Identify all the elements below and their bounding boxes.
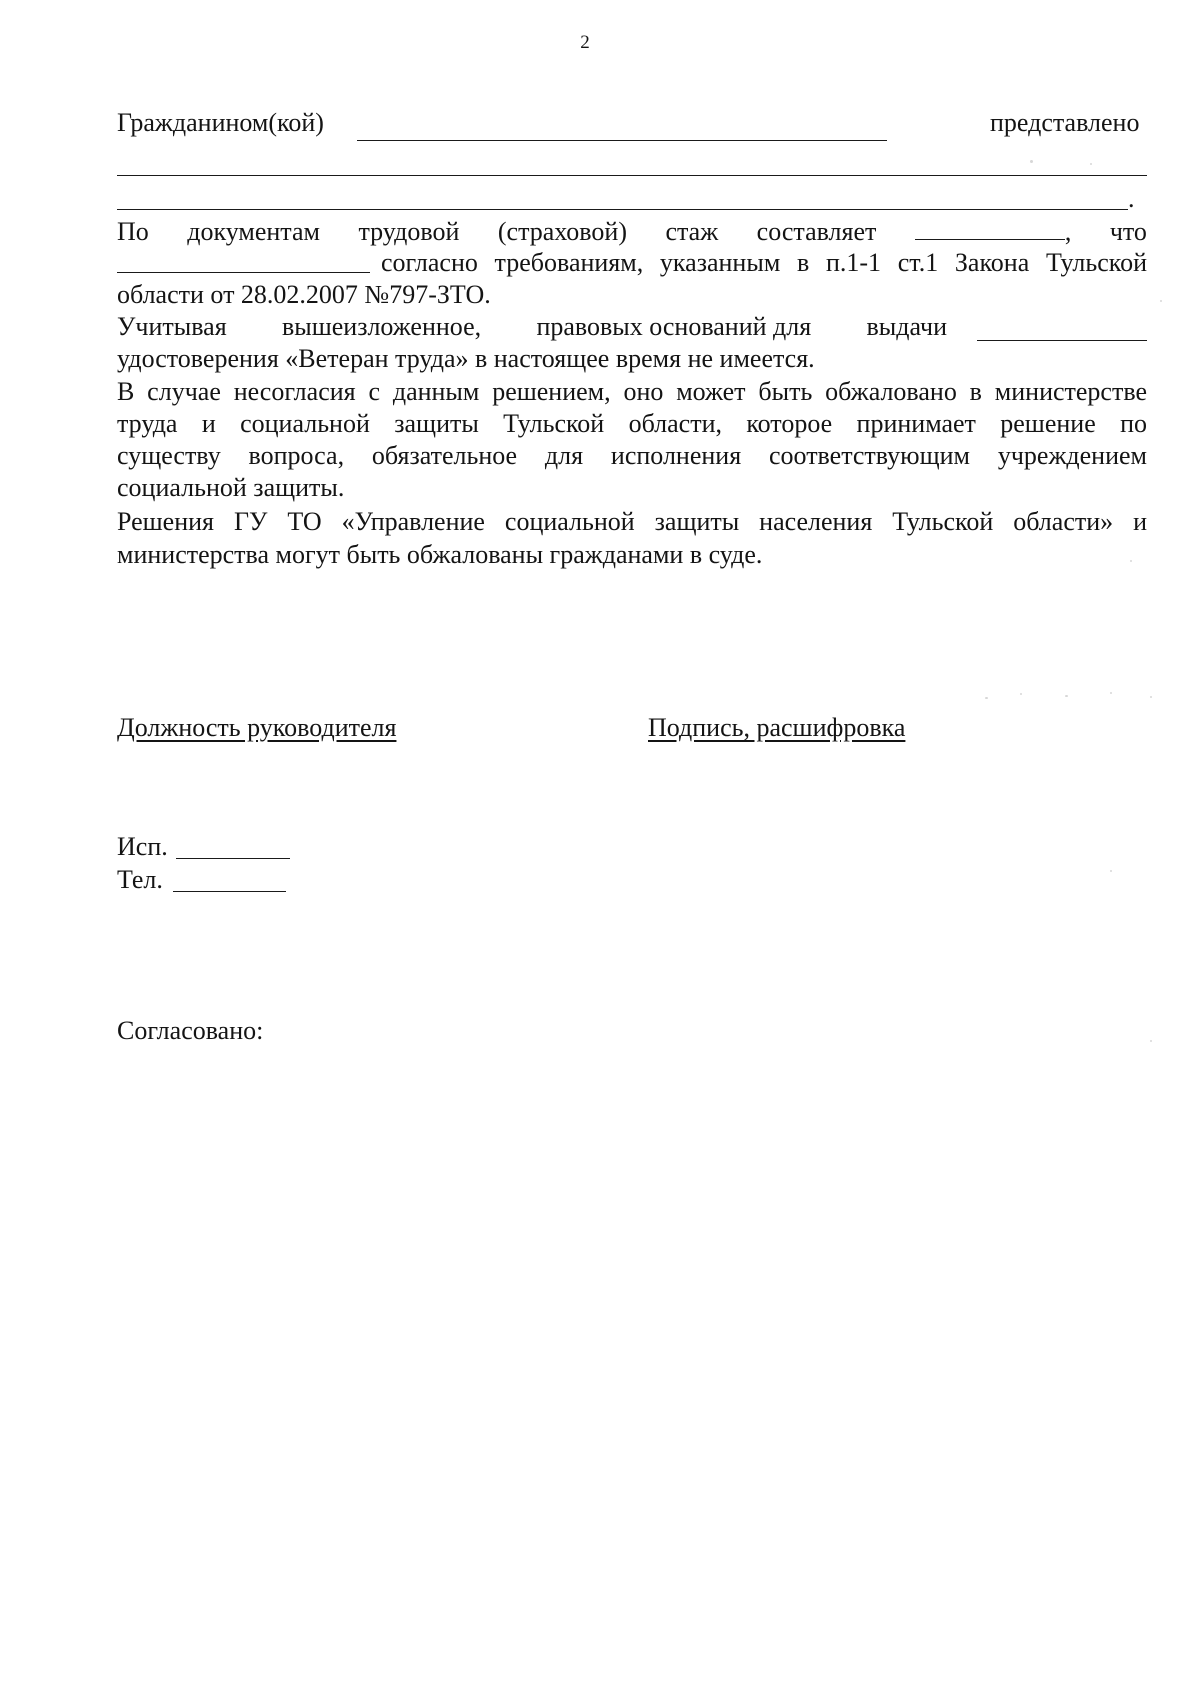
appeal-line-2: труда и социальной защиты Тульской области, которое принимает решение по xyxy=(117,409,1147,438)
appeal-line-1: В случае несогласия с данным решением, оно может быть обжаловано в министерстве xyxy=(117,377,1147,406)
phone-blank[interactable] xyxy=(173,891,286,892)
stage-comma: , xyxy=(1064,217,1072,246)
scan-speck xyxy=(1150,1040,1152,1042)
signature-decode-label: Подпись, расшифровка xyxy=(648,713,906,742)
scan-speck xyxy=(1150,696,1152,698)
appeal-line-4: социальной защиты. xyxy=(117,473,345,502)
stage-line-1 xyxy=(117,217,1147,247)
stage-word: что xyxy=(1109,217,1147,246)
document-blank-line-2[interactable] xyxy=(117,209,1128,210)
court-line-1: Решения ГУ ТО «Управление социальной защиты населения Тульской области» и xyxy=(117,507,1147,536)
appeal-line-3: существу вопроса, обязательное для исполнения соответствующим учреждением xyxy=(117,441,1147,470)
consider-line-1 xyxy=(117,312,947,342)
court-line-2: министерства могут быть обжалованы гражданами в суде. xyxy=(117,540,763,569)
scan-speck xyxy=(1090,163,1092,165)
scan-speck xyxy=(1110,692,1112,694)
consider-word: вышеизложенное, xyxy=(281,312,482,341)
head-position-label: Должность руководителя xyxy=(117,713,397,742)
agreed-label: Согласовано: xyxy=(117,1016,264,1045)
stage-duration-group xyxy=(915,217,1072,247)
consider-word: правовых оснований для xyxy=(536,312,812,341)
citizen-label: Гражданином(кой) xyxy=(117,108,324,137)
presented-label: представлено xyxy=(990,108,1140,137)
scan-speck xyxy=(1020,693,1022,695)
consider-word: Учитывая xyxy=(117,312,227,341)
stage-line-3: области от 28.02.2007 №797-ЗТО. xyxy=(117,280,491,309)
scan-speck xyxy=(1065,695,1068,697)
issue-blank[interactable] xyxy=(977,340,1147,341)
executor-blank[interactable] xyxy=(176,858,290,859)
consider-line-2: удостоверения «Ветеран труда» в настоящее время не имеется. xyxy=(117,344,815,373)
stage-word: По xyxy=(117,217,149,246)
scan-speck xyxy=(1110,870,1112,872)
citizen-name-blank[interactable] xyxy=(357,140,887,141)
scan-speck xyxy=(1160,300,1162,302)
stage-compliance-blank[interactable] xyxy=(117,272,370,273)
document-blank-line-1[interactable] xyxy=(117,175,1147,176)
stage-word: составляет xyxy=(756,217,877,246)
scan-speck xyxy=(1130,560,1132,562)
stage-word: трудовой xyxy=(358,217,460,246)
end-dot: . xyxy=(1128,184,1135,213)
consider-word: выдачи xyxy=(866,312,947,341)
stage-line-2: согласно требованиям, указанным в п.1-1 ст.1 Закона Тульской xyxy=(381,248,1147,277)
stage-word: стаж xyxy=(665,217,719,246)
stage-duration-blank[interactable] xyxy=(915,217,1065,240)
stage-word: документам xyxy=(187,217,320,246)
scan-speck xyxy=(985,697,988,699)
scan-speck xyxy=(1030,160,1033,163)
page-number: 2 xyxy=(580,32,590,53)
executor-label: Исп. xyxy=(117,832,168,861)
stage-word: (страховой) xyxy=(497,217,627,246)
phone-label: Тел. xyxy=(117,865,163,894)
